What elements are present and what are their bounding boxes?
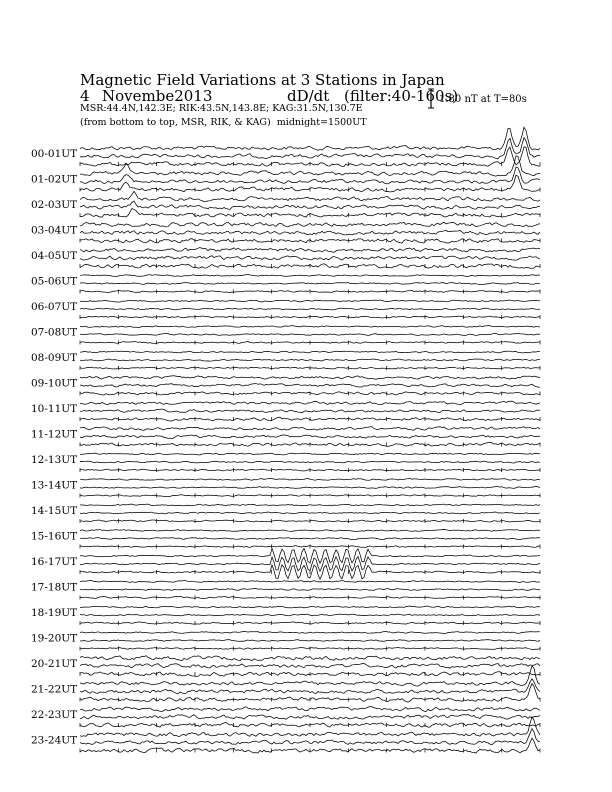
trace-rik	[80, 663, 540, 668]
hour-label: 14-15UT	[31, 505, 78, 517]
hour-label: 23-24UT	[31, 734, 78, 747]
trace-rik	[80, 359, 540, 361]
hour-label: 16-17UT	[31, 556, 78, 568]
trace-msr	[80, 529, 540, 531]
trace-rik	[80, 283, 540, 285]
hour-label: 19-20UT	[31, 632, 78, 645]
hour-label: 15-16UT	[31, 530, 78, 543]
hour-label: 06-07UT	[31, 301, 78, 313]
scale-label: 1.80 nT at T=80s	[439, 94, 527, 105]
trace-msr	[80, 248, 540, 253]
hour-label: 02-03UT	[31, 199, 78, 211]
quantity-label: dD/dt	[287, 87, 330, 105]
time-ticks	[80, 162, 540, 753]
trace-rik	[80, 679, 540, 694]
trace-msr	[80, 300, 540, 302]
trace-msr	[80, 656, 540, 661]
hour-label: 00-01UT	[31, 148, 78, 160]
trace-msr	[80, 376, 540, 380]
traces	[80, 127, 540, 753]
trace-rik	[80, 640, 540, 642]
hour-label: 08-09UT	[31, 352, 78, 364]
chart-title: Magnetic Field Variations at 3 Stations in Japan	[80, 71, 445, 89]
trace-rik	[80, 308, 540, 310]
trace-rik	[80, 256, 540, 260]
station-order-note: (from bottom to top, MSR, RIK, & KAG)	[80, 117, 271, 128]
trace-rik	[80, 714, 540, 719]
trace-msr	[80, 222, 540, 227]
trace-msr	[80, 606, 540, 608]
station-coordinates: MSR:44.4N,142.3E; RIK:43.5N,143.8E; KAG:31.5N,130.7E	[80, 103, 363, 114]
trace-msr	[80, 581, 540, 583]
trace-rik	[80, 201, 540, 209]
trace-msr	[80, 479, 540, 481]
trace-msr	[80, 632, 540, 634]
trace-rik	[80, 614, 540, 616]
trace-rik	[80, 557, 540, 572]
hour-label: 18-19UT	[31, 607, 78, 619]
trace-msr	[80, 351, 540, 353]
hour-label: 01-02UT	[31, 173, 78, 186]
midnight-note: midnight=1500UT	[276, 117, 367, 128]
hour-label: 13-14UT	[31, 479, 78, 492]
trace-rik	[80, 138, 540, 159]
hour-label: 21-22UT	[31, 683, 78, 696]
trace-msr	[80, 504, 540, 506]
hour-label: 09-10UT	[31, 377, 78, 390]
trace-rik	[80, 538, 540, 540]
trace-rik	[80, 729, 540, 745]
trace-rik	[80, 435, 540, 439]
hour-label: 12-13UT	[31, 454, 78, 466]
hour-labels	[31, 148, 77, 747]
hour-label: 11-12UT	[31, 428, 78, 441]
trace-msr	[80, 453, 540, 455]
hour-label: 04-05UT	[31, 250, 78, 262]
trace-rik	[80, 589, 540, 591]
hour-label: 03-04UT	[31, 224, 78, 237]
hour-label: 22-23UT	[31, 709, 78, 721]
trace-msr	[80, 548, 540, 563]
hour-label: 20-21UT	[31, 658, 78, 670]
trace-rik	[80, 384, 540, 388]
hour-label: 17-18UT	[31, 581, 78, 594]
trace-rik	[80, 230, 540, 235]
hour-label: 10-11UT	[31, 403, 78, 415]
filter-label: (filter:40-160s)	[344, 87, 459, 105]
hour-label: 07-08UT	[31, 326, 78, 339]
trace-rik	[80, 409, 540, 413]
trace-msr	[80, 191, 540, 201]
trace-rik	[80, 512, 540, 514]
scale-bar	[428, 89, 434, 108]
trace-msr	[80, 427, 540, 431]
trace-msr	[80, 275, 540, 277]
trace-msr	[80, 707, 540, 712]
trace-msr	[80, 326, 540, 328]
trace-msr	[80, 127, 540, 150]
trace-msr	[80, 401, 540, 405]
trace-rik	[80, 461, 540, 463]
date-month-year: Novembe2013	[102, 87, 213, 105]
trace-rik	[80, 167, 540, 184]
date-day: 4	[80, 87, 90, 105]
trace-rik	[80, 487, 540, 489]
trace-rik	[80, 333, 540, 335]
hour-label: 05-06UT	[31, 275, 78, 288]
